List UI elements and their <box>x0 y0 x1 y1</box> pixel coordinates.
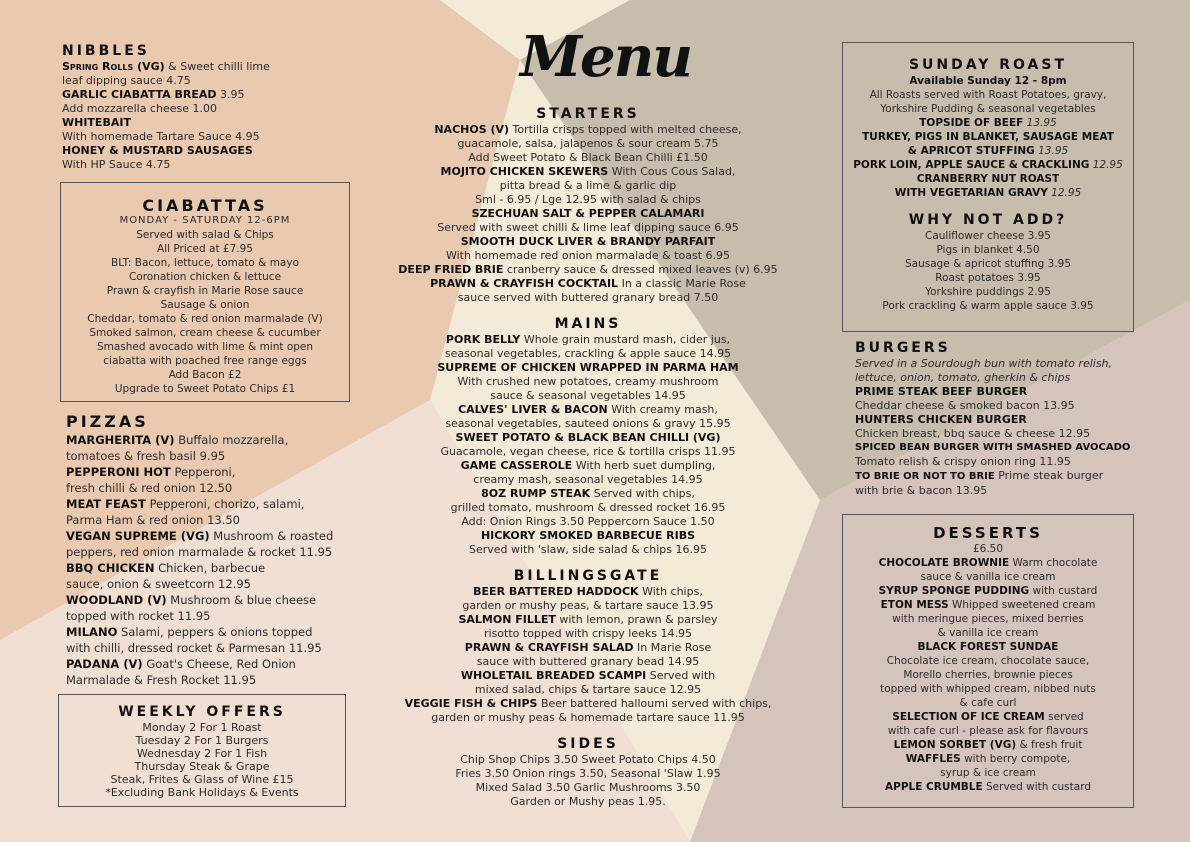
starter-desc: sauce served with buttered granary bread 7.50 <box>457 291 719 304</box>
main-item: SWEET POTATO & BLACK BEAN CHILLI (VG) <box>455 431 721 444</box>
burger-desc: Chicken breast, bbq sauce & cheese 12.95 <box>855 427 1091 440</box>
main-desc: seasonal vegetables, sauteed onions & gravy 15.95 <box>445 417 731 430</box>
nibbles-text: leaf dipping sauce 4.75 <box>62 74 191 87</box>
weekly-offers-heading: WEEKLY OFFERS <box>118 704 286 720</box>
billingsgate-section <box>378 568 798 725</box>
ciabattas-heading: CIABATTAS <box>142 196 268 215</box>
menu-title: Menu <box>520 24 692 90</box>
fish-desc: garden or mushy peas & homemade tartare sauce 11.95 <box>431 711 745 724</box>
add-line: Sausage & apricot stuffing 3.95 <box>904 258 1072 270</box>
nibbles-item: GARLIC CIABATTA BREAD 3.95 <box>62 88 245 101</box>
main-desc: Served with 'slaw, side salad & chips 16.95 <box>468 543 708 556</box>
sunday-desc: Yorkshire Pudding & seasonal vegetables <box>880 103 1096 115</box>
starter-desc: guacamole, salsa, jalapenos & sour cream 5.75 <box>457 137 719 150</box>
offer-line: *Excluding Bank Holidays & Events <box>105 786 299 799</box>
dessert-item: APPLE CRUMBLE Served with custard <box>885 781 1091 793</box>
dessert-desc: with meringue pieces, mixed berries <box>892 613 1084 625</box>
desserts-heading: DESSERTS <box>933 524 1043 542</box>
main-item: GAME CASSEROLE With herb suet dumpling, <box>460 459 716 472</box>
dessert-desc: & cafe curl <box>959 697 1017 709</box>
dessert-item: CHOCOLATE BROWNIE Warm chocolate <box>878 557 1098 569</box>
main-item: HICKORY SMOKED BARBECUE RIBS <box>480 529 696 542</box>
offer-line: Monday 2 For 1 Roast <box>142 721 262 734</box>
offer-line: Tuesday 2 For 1 Burgers <box>135 734 269 747</box>
fish-item: PRAWN & CRAYFISH SALAD In Marie Rose <box>464 641 712 654</box>
pizzas-section <box>66 412 366 688</box>
ciabattas-line: Upgrade to Sweet Potato Chips £1 <box>114 383 296 395</box>
pizza-item: WOODLAND (V) Mushroom & blue cheese <box>66 593 317 607</box>
main-item: PORK BELLY Whole grain mustard mash, cider jus, <box>445 333 731 346</box>
starter-desc: Sml - 6.95 / Lge 12.95 with salad & chips <box>475 193 701 206</box>
pizza-desc: Parma Ham & red onion 13.50 <box>66 513 240 527</box>
offer-line: Wednesday 2 For 1 Fish <box>136 747 268 760</box>
sunday-desc: All Roasts served with Roast Potatoes, gravy, <box>869 89 1107 101</box>
add-line: Yorkshire puddings 2.95 <box>925 286 1051 298</box>
dessert-item: WAFFLES with berry compote, <box>905 753 1071 765</box>
main-desc: Add: Onion Rings 3.50 Peppercorn Sauce 1.50 <box>461 515 715 528</box>
burgers-intro: Served in a Sourdough bun with tomato relish, <box>855 357 1113 370</box>
dessert-desc: topped with whipped cream, nibbed nuts <box>880 683 1096 695</box>
fish-item: SALMON FILLET with lemon, prawn & parsley <box>458 613 718 626</box>
starter-desc: pitta bread & a lime & garlic dip <box>499 179 677 192</box>
ciabattas-line: Add Bacon £2 <box>168 369 242 381</box>
ciabattas-line: Cheddar, tomato & red onion marmalade (V) <box>87 313 323 325</box>
nibbles-text: With HP Sauce 4.75 <box>62 158 171 171</box>
burger-item: TO BRIE OR NOT TO BRIE Prime steak burger <box>855 469 1104 482</box>
ciabattas-line: Coronation chicken & lettuce <box>128 271 282 283</box>
starter-item: SZECHUAN SALT & PEPPER CALAMARI <box>471 207 705 220</box>
pizza-item: MILANO Salami, peppers & onions topped <box>66 625 313 639</box>
nibbles-heading: NIBBLES <box>62 43 150 59</box>
nibbles-text: With homemade Tartare Sauce 4.95 <box>62 130 260 143</box>
dessert-item: ETON MESS Whipped sweetened cream <box>880 599 1096 611</box>
desserts-price: £6.50 <box>972 543 1004 555</box>
starter-item: PRAWN & CRAYFISH COCKTAIL In a classic Marie Rose <box>430 277 746 290</box>
pizza-desc: with chilli, dressed rocket & Parmesan 11.95 <box>66 641 322 655</box>
nibbles-item: HONEY & MUSTARD SAUSAGES <box>62 144 253 157</box>
main-desc: Guacamole, vegan cheese, rice & tortilla crisps 11.95 <box>440 445 736 458</box>
ciabattas-box <box>60 182 350 402</box>
fish-item: VEGGIE FISH & CHIPS Beer battered halloumi served with chips, <box>404 697 772 710</box>
sides-line: Mixed Salad 3.50 Garlic Mushrooms 3.50 <box>475 781 701 794</box>
burgers-section <box>855 340 1155 498</box>
dessert-desc: with cafe curl - please ask for flavours <box>887 725 1089 737</box>
starter-item: NACHOS (V) Tortilla crisps topped with melted cheese, <box>434 123 742 136</box>
starter-item: SMOOTH DUCK LIVER & BRANDY PARFAIT <box>460 235 716 248</box>
roast-item: WITH VEGETARIAN GRAVY 12.95 <box>894 187 1082 199</box>
sunday-availability: Available Sunday 12 - 8pm <box>909 75 1067 87</box>
pizza-item: PEPPERONI HOT Pepperoni, <box>66 465 236 479</box>
roast-item: TOPSIDE OF BEEF 13.95 <box>919 117 1057 129</box>
sides-section <box>378 736 798 809</box>
fish-desc: risotto topped with crispy leeks 14.95 <box>483 627 692 640</box>
fish-item: WHOLETAIL BREADED SCAMPI Served with <box>460 669 716 682</box>
burgers-intro: lettuce, onion, tomato, gherkin & chips <box>855 371 1071 384</box>
add-line: Cauliflower cheese 3.95 <box>925 230 1051 242</box>
nibbles-item: Spring Rolls (VG) & Sweet chilli lime <box>62 60 270 73</box>
pizza-item: MEAT FEAST Pepperoni, chorizo, salami, <box>66 497 305 511</box>
starter-desc: With homemade red onion marmalade & toast 6.95 <box>445 249 731 262</box>
nibbles-item: WHITEBAIT <box>62 116 131 129</box>
dessert-item: BLACK FOREST SUNDAE <box>917 641 1059 653</box>
pizza-desc: tomatoes & fresh basil 9.95 <box>66 449 226 463</box>
dessert-desc: Chocolate ice cream, chocolate sauce, <box>886 655 1090 667</box>
sides-line: Fries 3.50 Onion rings 3.50, Seasonal 'Slaw 1.95 <box>455 767 721 780</box>
starters-heading: STARTERS <box>536 106 640 122</box>
pizza-desc: sauce, onion & sweetcorn 12.95 <box>66 577 251 591</box>
pizza-item: BBQ CHICKEN Chicken, barbecue <box>66 561 266 575</box>
burger-item: PRIME STEAK BEEF BURGER <box>855 385 1028 398</box>
starter-desc: Served with sweet chilli & lime leaf dipping sauce 6.95 <box>437 221 739 234</box>
main-desc: creamy mash, seasonal vegetables 14.95 <box>473 473 703 486</box>
pizza-desc: fresh chilli & red onion 12.50 <box>66 481 233 495</box>
add-line: Pork crackling & warm apple sauce 3.95 <box>882 300 1094 312</box>
offer-line: Steak, Frites & Glass of Wine £15 <box>110 773 294 786</box>
ciabattas-line: BLT: Bacon, lettuce, tomato & mayo <box>111 257 299 269</box>
pizza-item: PADANA (V) Goat's Cheese, Red Onion <box>66 657 296 671</box>
weekly-offers-box <box>58 694 346 807</box>
fish-desc: mixed salad, chips & tartare sauce 12.95 <box>474 683 702 696</box>
nibbles-text: Add mozzarella cheese 1.00 <box>62 102 217 115</box>
fish-desc: garden or mushy peas, & tartare sauce 13.95 <box>462 599 714 612</box>
pizza-desc: Marmalade & Fresh Rocket 11.95 <box>66 673 257 687</box>
burger-desc: with brie & bacon 13.95 <box>855 484 988 497</box>
mains-section <box>378 316 798 557</box>
starter-item: MOJITO CHICKEN SKEWERS With Cous Cous Salad, <box>440 165 736 178</box>
fish-desc: sauce with buttered granary bead 14.95 <box>476 655 700 668</box>
main-item: 8OZ RUMP STEAK Served with chips, <box>481 487 695 500</box>
main-desc: seasonal vegetables, crackling & apple sauce 14.95 <box>444 347 732 360</box>
ciabattas-line: Served with salad & Chips <box>136 229 274 241</box>
sides-line: Garden or Mushy peas 1.95. <box>510 795 666 808</box>
starter-item: DEEP FRIED BRIE cranberry sauce & dressed mixed leaves (v) 6.95 <box>398 263 778 276</box>
pizza-item: VEGAN SUPREME (VG) Mushroom & roasted <box>66 529 334 543</box>
ciabattas-hours: MONDAY - SATURDAY 12-6PM <box>119 215 291 226</box>
sides-heading: SIDES <box>557 736 619 752</box>
sunday-roast-box <box>842 42 1134 332</box>
roast-item: PORK LOIN, APPLE SAUCE & CRACKLING 12.95 <box>853 159 1123 171</box>
desserts-box <box>842 514 1134 808</box>
sunday-roast-heading: SUNDAY ROAST <box>908 57 1068 73</box>
fish-item: BEER BATTERED HADDOCK With chips, <box>473 585 703 598</box>
dessert-item: LEMON SORBET (VG) & fresh fruit <box>893 739 1083 751</box>
why-not-add-heading: WHY NOT ADD? <box>908 212 1068 228</box>
burger-desc: Cheddar cheese & smoked bacon 13.95 <box>855 399 1075 412</box>
nibbles-section <box>62 43 352 172</box>
ciabattas-line: All Priced at £7.95 <box>157 243 253 255</box>
ciabattas-line: Smashed avocado with lime & mint open <box>96 341 314 353</box>
burgers-heading: BURGERS <box>855 340 951 356</box>
ciabattas-line: Prawn & crayfish in Marie Rose sauce <box>106 285 304 297</box>
main-item: CALVES' LIVER & BACON With creamy mash, <box>458 403 718 416</box>
pizzas-heading: PIZZAS <box>66 412 149 431</box>
pizza-item: MARGHERITA (V) Buffalo mozzarella, <box>66 433 289 447</box>
starters-section <box>378 106 798 305</box>
main-desc: With crushed new potatoes, creamy mushroom <box>457 375 719 388</box>
ciabattas-line: Sausage & onion <box>160 299 250 311</box>
dessert-desc: & vanilla ice cream <box>937 627 1039 639</box>
offer-line: Thursday Steak & Grape <box>134 760 270 773</box>
add-line: Pigs in blanket 4.50 <box>936 244 1040 256</box>
dessert-desc: sauce & vanilla ice cream <box>920 571 1056 583</box>
roast-item: & APRICOT STUFFING 13.95 <box>907 145 1069 157</box>
dessert-desc: Morello cherries, brownie pieces <box>903 669 1073 681</box>
main-desc: sauce & seasonal vegetables 14.95 <box>490 389 686 402</box>
main-desc: grilled tomato, mushroom & dressed rocket 16.95 <box>450 501 726 514</box>
pizza-desc: peppers, red onion marmalade & rocket 11.95 <box>66 545 333 559</box>
burger-desc: Tomato relish & crispy onion ring 11.95 <box>855 455 1071 468</box>
mains-heading: MAINS <box>554 316 622 332</box>
add-line: Roast potatoes 3.95 <box>935 272 1041 284</box>
roast-item: TURKEY, PIGS IN BLANKET, SAUSAGE MEAT <box>862 131 1114 143</box>
ciabattas-line: Smoked salmon, cream cheese & cucumber <box>89 327 321 339</box>
ciabattas-line: ciabatta with poached free range eggs <box>103 355 307 367</box>
billingsgate-heading: BILLINGSGATE <box>513 568 663 584</box>
sides-line: Chip Shop Chips 3.50 Sweet Potato Chips 4.50 <box>460 753 716 766</box>
starter-desc: Add Sweet Potato & Black Bean Chilli £1.50 <box>468 151 708 164</box>
roast-item: CRANBERRY NUT ROAST <box>916 173 1060 185</box>
main-item: SUPREME OF CHICKEN WRAPPED IN PARMA HAM <box>437 361 739 374</box>
burger-item: SPICED BEAN BURGER WITH SMASHED AVOCADO <box>855 442 1131 453</box>
dessert-desc: syrup & ice cream <box>940 767 1036 779</box>
dessert-item: SELECTION OF ICE CREAM served <box>892 711 1084 723</box>
dessert-item: SYRUP SPONGE PUDDING with custard <box>878 585 1098 597</box>
burger-item: HUNTERS CHICKEN BURGER <box>855 413 1027 426</box>
pizza-desc: topped with rocket 11.95 <box>66 609 211 623</box>
